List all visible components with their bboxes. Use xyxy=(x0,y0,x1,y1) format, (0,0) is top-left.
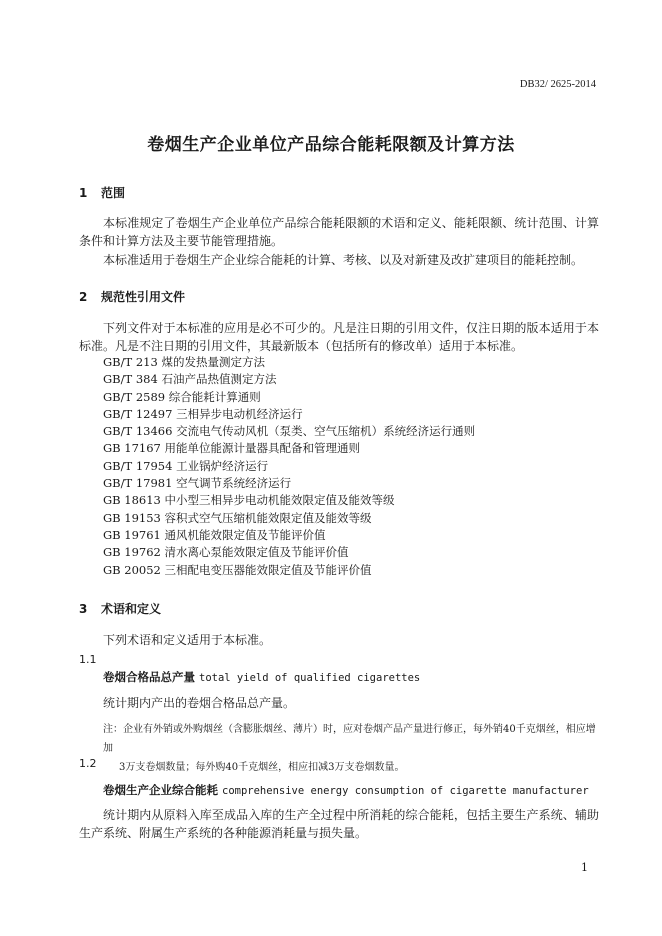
reference-title: 石油产品热值测定方法 xyxy=(161,372,277,387)
section-number: 3 xyxy=(79,602,88,616)
reference-code: GB 19153 xyxy=(103,510,161,525)
reference-item xyxy=(103,527,475,544)
section-3-heading xyxy=(79,600,161,617)
term-zh: 卷烟生产企业综合能耗 xyxy=(103,783,218,797)
reference-item xyxy=(103,544,475,561)
note-text-line-1: 企业有外销或外购烟丝（含膨胀烟丝、薄片）时，应对卷烟产品产量进行修正，每外销40千克烟丝，相应增加 xyxy=(103,724,596,754)
reference-title: 容积式空气压缩机能效限定值及能效等级 xyxy=(164,510,372,525)
reference-list xyxy=(103,354,475,579)
reference-title: 三相配电变压器能效限定值及节能评价值 xyxy=(164,562,372,577)
reference-title: 用能单位能源计量器具配备和管理通则 xyxy=(164,441,361,456)
section-title: 术语和定义 xyxy=(101,602,162,616)
reference-code: GB 19761 xyxy=(103,527,161,542)
reference-item xyxy=(103,423,475,440)
term-number: 1.2 xyxy=(79,757,97,770)
reference-item xyxy=(103,562,475,579)
reference-code: GB/T 213 xyxy=(103,355,158,369)
term-number: 1.1 xyxy=(79,653,97,666)
section-2-heading xyxy=(79,288,185,305)
reference-item xyxy=(103,510,475,527)
reference-item xyxy=(103,458,475,475)
reference-title: 工业锅炉经济运行 xyxy=(176,458,269,473)
term-heading xyxy=(103,782,589,798)
reference-code: GB 20052 xyxy=(103,562,161,577)
reference-title: 三相异步电动机经济运行 xyxy=(176,406,303,421)
reference-item xyxy=(103,492,475,509)
term-en: total yield of qualified cigarettes xyxy=(199,672,421,684)
term-definition: 统计期内产出的卷烟合格品总产量。 xyxy=(103,696,296,710)
section-title: 范围 xyxy=(101,186,126,200)
reference-code: GB 19762 xyxy=(103,545,161,560)
term-zh: 卷烟合格品总产量 xyxy=(103,670,195,684)
reference-title: 交流电气传动风机（泵类、空气压缩机）系统经济运行通则 xyxy=(176,424,476,439)
reference-item xyxy=(103,354,475,371)
reference-item xyxy=(103,371,475,388)
note-text-line-2: 3万支卷烟数量；每外购40千克烟丝，相应扣减3万支卷烟数量。 xyxy=(119,762,405,773)
reference-code: GB/T 2589 xyxy=(103,389,166,404)
reference-code: GB 17167 xyxy=(103,441,161,456)
reference-item xyxy=(103,406,475,423)
note-label: 注： xyxy=(103,724,123,735)
reference-code: GB/T 17981 xyxy=(103,476,173,491)
reference-title: 清水离心泵能效限定值及节能评价值 xyxy=(164,545,349,560)
reference-title: 空气调节系统经济运行 xyxy=(176,476,292,491)
section-title: 规范性引用文件 xyxy=(101,290,186,304)
standard-code: DB32/ 2625-2014 xyxy=(519,79,596,90)
term-heading xyxy=(103,669,420,685)
reference-title: 中小型三相异步电动机能效限定值及能效等级 xyxy=(164,493,395,508)
term-note xyxy=(103,720,601,777)
section-number: 2 xyxy=(79,290,88,304)
scope-paragraph-1: 本标准规定了卷烟生产企业单位产品综合能耗限额的术语和定义、能耗限额、统计范围、计算条件和计算方法及主要节能管理措施。 xyxy=(79,216,599,248)
reference-title: 综合能耗计算通则 xyxy=(168,389,261,404)
section-1-heading xyxy=(79,184,125,201)
document-title: 卷烟生产企业单位产品综合能耗限额及计算方法 xyxy=(147,135,515,155)
reference-item xyxy=(103,389,475,406)
reference-title: 通风机能效限定值及节能评价值 xyxy=(164,527,326,542)
scope-paragraph-2: 本标准适用于卷烟生产企业综合能耗的计算、考核、以及对新建及改扩建项目的能耗控制。 xyxy=(103,253,584,267)
terms-intro: 下列术语和定义适用于本标准。 xyxy=(103,633,272,647)
reference-code: GB/T 17954 xyxy=(103,458,173,473)
reference-code: GB 18613 xyxy=(103,493,161,508)
references-intro: 下列文件对于本标准的应用是必不可少的。凡是注日期的引用文件，仅注日期的版本适用于本标准。凡是不注日期的引用文件，其最新版本（包括所有的修改单）适用于本标准。 xyxy=(79,321,599,353)
section-number: 1 xyxy=(79,186,88,200)
term-definition: 统计期内从原料入库至成品入库的生产全过程中所消耗的综合能耗，包括主要生产系统、辅助生产系统、附属生产系统的各种能源消耗量与损失量。 xyxy=(79,808,599,840)
reference-item xyxy=(103,475,475,492)
reference-code: GB/T 384 xyxy=(103,372,158,387)
reference-code: GB/T 12497 xyxy=(103,406,173,421)
term-en: comprehensive energy consumption of cigarette manufacturer xyxy=(222,785,589,797)
reference-code: GB/T 13466 xyxy=(103,424,173,439)
reference-title: 煤的发热量测定方法 xyxy=(161,355,265,369)
reference-item xyxy=(103,440,475,457)
page-number: 1 xyxy=(581,861,588,874)
